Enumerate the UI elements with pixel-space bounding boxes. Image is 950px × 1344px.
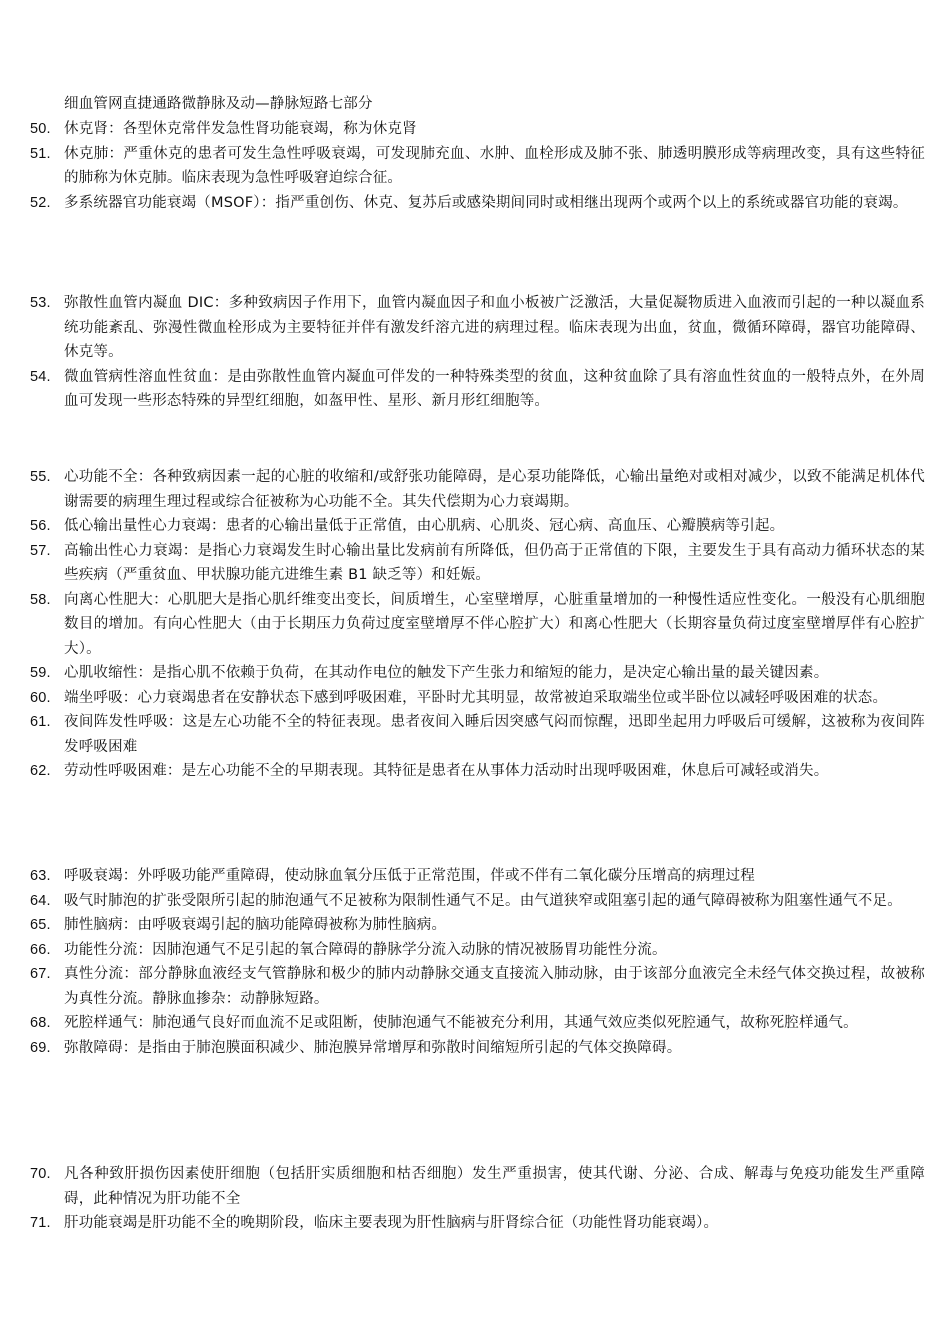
- list-item: [30, 465, 925, 514]
- list-item: [30, 1036, 925, 1061]
- item-text: 吸气时肺泡的扩张受限所引起的肺泡通气不足被称为限制性通气不足。由气道狭窄或阻塞引起的通气障碍被称为阻塞性通气不足。: [64, 892, 902, 909]
- item-number: 57.: [30, 542, 51, 559]
- item-text: 劳动性呼吸困难：是左心功能不全的早期表现。其特征是患者在从事体力活动时出现呼吸困难，休息后可减轻或消失。: [64, 763, 829, 779]
- list-item: [30, 588, 925, 662]
- item-number: 53.: [30, 295, 51, 311]
- list-item: [30, 142, 925, 191]
- item-text: 夜间阵发性呼吸：这是左心功能不全的特征表现。患者夜间入睡后因突感气闷而惊醒，迅即坐起用力呼吸后可缓解，这被称为夜间阵发呼吸困难: [64, 714, 925, 755]
- item-number: 67.: [30, 966, 51, 982]
- list-item: [30, 710, 925, 759]
- list-item: [30, 117, 925, 142]
- item-number: 62.: [30, 763, 51, 779]
- list-item: [30, 191, 925, 216]
- list-item: [30, 962, 925, 1011]
- item-text: 端坐呼吸：心力衰竭患者在安静状态下感到呼吸困难，平卧时尤其明显，故常被迫采取端坐位或半卧位以减轻呼吸困难的状态。: [64, 689, 888, 706]
- list-item: [30, 291, 925, 365]
- item-text: 休克肺：严重休克的患者可发生急性呼吸衰竭，可发现肺充血、水肿、血栓形成及肺不张、肺透明膜形成等病理改变，具有这些特征的肺称为休克肺。临床表现为急性呼吸窘迫综合征。: [64, 145, 925, 186]
- list-item: [30, 661, 925, 686]
- list-item: [30, 539, 925, 588]
- item-number: 54.: [30, 368, 51, 385]
- item-number: 55.: [30, 469, 51, 485]
- lead-paragraph-block: [30, 92, 925, 117]
- item-number: 59.: [30, 665, 51, 681]
- list-item: [30, 686, 925, 711]
- list-item: [30, 1211, 925, 1236]
- item-text: 向离心性肥大：心肌肥大是指心肌纤维变出变长，间质增生，心室壁增厚，心脏重量增加的一种慢性适应性变化。一般没有心肌细胞数目的增加。有向心性肥大（由于长期压力负荷过度室壁增厚不伴心腔扩大）和离心性肥大（长期容量负荷过度室壁增厚伴有心腔扩大）。: [64, 591, 925, 657]
- item-text: 微血管病性溶血性贫血：是由弥散性血管内凝血可伴发的一种特殊类型的贫血，这种贫血除了具有溶血性贫血的一般特点外，在外周血可发现一些形态特殊的异型红细胞，如盔甲性、星形、新月形红细胞等。: [64, 368, 925, 409]
- item-text: 肝功能衰竭是肝功能不全的晚期阶段，临床主要表现为肝性脑病与肝肾综合征（功能性肾功能衰竭）。: [64, 1215, 719, 1231]
- item-number: 61.: [30, 714, 51, 730]
- item-text: 心肌收缩性：是指心肌不依赖于负荷，在其动作电位的触发下产生张力和缩短的能力，是决定心输出量的最关键因素。: [64, 665, 829, 681]
- item-text: 心功能不全：各种致病因素一起的心脏的收缩和/或舒张功能障碍，是心泵功能降低，心输出量绝对或相对减少，以致不能满足机体代谢需要的病理生理过程或综合征被称为心功能不全。其失代偿期为心力衰竭期。: [64, 469, 925, 510]
- item-number: 56.: [30, 518, 51, 534]
- list-item: [30, 759, 925, 784]
- list-item: [30, 938, 925, 963]
- list-item: [30, 365, 925, 414]
- list-item: [30, 514, 925, 539]
- item-text: 休克肾：各型休克常伴发急性肾功能衰竭，称为休克肾: [64, 121, 417, 137]
- item-number: 60.: [30, 689, 51, 706]
- item-number: 66.: [30, 941, 51, 958]
- item-number: 71.: [30, 1215, 51, 1231]
- item-text: 肺性脑病：由呼吸衰竭引起的脑功能障碍被称为肺性脑病。: [64, 917, 447, 933]
- item-number: 64.: [30, 892, 51, 909]
- item-text: 死腔样通气：肺泡通气良好而血流不足或阻断，使肺泡通气不能被充分利用，其通气效应类似死腔通气，故称死腔样通气。: [64, 1015, 858, 1031]
- item-number: 50.: [30, 121, 51, 137]
- item-text: 弥散性血管内凝血 DIC：多种致病因子作用下，血管内凝血因子和血小板被广泛激活，大量促凝物质进入血液而引起的一种以凝血系统功能紊乱、弥漫性微血栓形成为主要特征并伴有激发纤溶亢进的病理过程。临床表现为出血，贫血，微循环障碍，器官功能障碍、休克等。: [64, 295, 925, 360]
- item-number: 51.: [30, 145, 51, 162]
- section-dic: [30, 291, 925, 414]
- item-number: 65.: [30, 917, 51, 933]
- list-item: [30, 913, 925, 938]
- item-number: 70.: [30, 1166, 51, 1182]
- item-text: 凡各种致肝损伤因素使肝细胞（包括肝实质细胞和枯否细胞）发生严重损害，使其代谢、分泌、合成、解毒与免疫功能发生严重障碍，此种情况为肝功能不全: [64, 1166, 925, 1207]
- section-liver-failure: [30, 1162, 925, 1236]
- item-text: 低心输出量性心力衰竭：患者的心输出量低于正常值，由心肌病、心肌炎、冠心病、高血压、心瓣膜病等引起。: [64, 518, 785, 534]
- section-heart-failure: [30, 465, 925, 784]
- item-number: 68.: [30, 1015, 51, 1031]
- list-item: [30, 1162, 925, 1211]
- item-text: 多系统器官功能衰竭（MSOF）：指严重创伤、休克、复苏后或感染期间同时或相继出现两个或两个以上的系统或器官功能的衰竭。: [64, 194, 908, 211]
- item-number: 63.: [30, 868, 51, 884]
- item-text: 高输出性心力衰竭：是指心力衰竭发生时心输出量比发病前有所降低，但仍高于正常值的下限，主要发生于具有高动力循环状态的某些疾病（严重贫血、甲状腺功能亢进维生素 B1 缺乏等）和妊娠。: [64, 542, 925, 583]
- item-number: 69.: [30, 1039, 51, 1056]
- item-text: 功能性分流：因肺泡通气不足引起的氧合障碍的静脉学分流入动脉的情况被肠胃功能性分流。: [64, 941, 667, 958]
- section-respiratory-failure: [30, 864, 925, 1060]
- list-item: [30, 864, 925, 889]
- item-text: 真性分流：部分静脉血液经支气管静脉和极少的肺内动静脉交通支直接流入肺动脉，由于该部分血液完全未经气体交换过程，故被称为真性分流。静脉血掺杂：动静脉短路。: [64, 966, 925, 1007]
- item-number: 52.: [30, 194, 51, 211]
- list-item: [30, 889, 925, 914]
- item-number: 58.: [30, 591, 51, 608]
- item-text: 弥散障碍：是指由于肺泡膜面积减少、肺泡膜异常增厚和弥散时间缩短所引起的气体交换障碍。: [64, 1039, 682, 1056]
- section-shock: [30, 117, 925, 215]
- lead-paragraph: 细血管网直捷通路微静脉及动—静脉短路七部分: [64, 96, 373, 112]
- item-text: 呼吸衰竭：外呼吸功能严重障碍，使动脉血氧分压低于正常范围，伴或不伴有二氧化碳分压增高的病理过程: [64, 868, 755, 884]
- list-item: [30, 1011, 925, 1036]
